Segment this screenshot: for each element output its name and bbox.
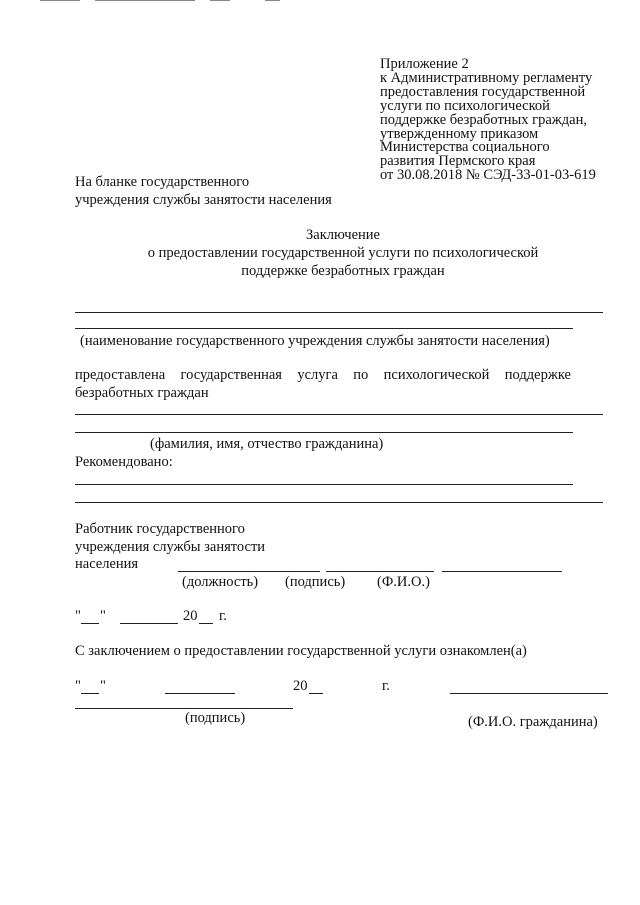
date-year-suffix: г. (382, 678, 390, 694)
position-fill-line (178, 571, 320, 572)
citizen-fio-fill-line (450, 693, 608, 694)
date-day-fill (81, 693, 99, 694)
date-quote-open: " (75, 608, 81, 624)
date-quote-close: " (100, 678, 106, 694)
institution-fill-line (75, 328, 573, 329)
appendix-block (380, 58, 630, 183)
scan-mark (95, 0, 195, 1)
citizen-signature-fill-line (75, 708, 293, 709)
appendix-line: услуги по психологической (380, 97, 550, 114)
scan-mark (40, 0, 80, 1)
recommendation-fill-line (75, 502, 603, 503)
service-word: предоставлена (75, 367, 166, 383)
signature-fill-line (326, 571, 434, 572)
date-month-fill (165, 693, 235, 694)
worker-line-2: учреждения службы занятости (75, 539, 266, 555)
service-word: государственная (180, 367, 282, 383)
appendix-line: предоставления государственной (380, 83, 586, 100)
appendix-line: поддержке безработных граждан, (380, 111, 588, 128)
scan-mark (265, 0, 280, 1)
recommendation-fill-line (75, 484, 573, 485)
date-year-fill (199, 623, 213, 624)
service-line-2: безработных граждан (75, 385, 209, 401)
position-caption: (должность) (182, 574, 259, 590)
citizen-signature-caption: (подпись) (185, 710, 246, 726)
citizen-fio-caption: (Ф.И.О. гражданина) (468, 714, 598, 730)
institution-fill-line (75, 312, 603, 313)
service-word: по (353, 367, 369, 383)
appendix-line: Министерства социального (380, 139, 550, 156)
doc-subtitle-line-1: о предоставлении государственной услуги по психологической (147, 245, 539, 261)
scan-mark (210, 0, 230, 1)
appendix-line: развития Пермского края (380, 153, 536, 170)
date-quote-close: " (100, 608, 106, 624)
doc-title: Заключение (306, 227, 380, 243)
date-year-prefix: 20 (293, 678, 308, 694)
date-year-fill (309, 693, 323, 694)
doc-subtitle-line-2: поддержке безработных граждан (241, 263, 445, 279)
worker-line-1: Работник государственного (75, 521, 245, 537)
institution-caption: (наименование государственного учреждения службы занятости населения) (80, 333, 550, 349)
signature-caption: (подпись) (285, 574, 346, 590)
letterhead-line-1: На бланке государственного (75, 174, 250, 190)
citizen-caption: (фамилия, имя, отчество гражданина) (150, 436, 384, 452)
worker-line-3: населения (75, 556, 139, 572)
service-word: услуга (297, 367, 338, 383)
date-month-fill (120, 623, 178, 624)
date-quote-open: " (75, 678, 81, 694)
recommended-label: Рекомендовано: (75, 454, 173, 470)
appendix-line: утвержденному приказом (380, 125, 539, 142)
fio-caption: (Ф.И.О.) (377, 574, 430, 590)
service-line-1 (75, 368, 571, 383)
appendix-line: к Административному регламенту (380, 69, 593, 86)
service-word: поддержке (504, 367, 571, 383)
date-year-prefix: 20 (183, 608, 198, 624)
letterhead-line-2: учреждения службы занятости населения (75, 192, 332, 208)
date-day-fill (81, 623, 99, 624)
citizen-fill-line (75, 432, 573, 433)
service-word: психологической (383, 367, 490, 383)
citizen-fill-line (75, 414, 603, 415)
date-year-suffix: г. (219, 608, 227, 624)
fio-fill-line (442, 571, 562, 572)
appendix-line: от 30.08.2018 № СЭД-33-01-03-619 (380, 167, 596, 184)
acknowledgement-text: С заключением о предоставлении государственной услуги ознакомлен(а) (75, 643, 527, 659)
appendix-line: Приложение 2 (380, 56, 469, 72)
